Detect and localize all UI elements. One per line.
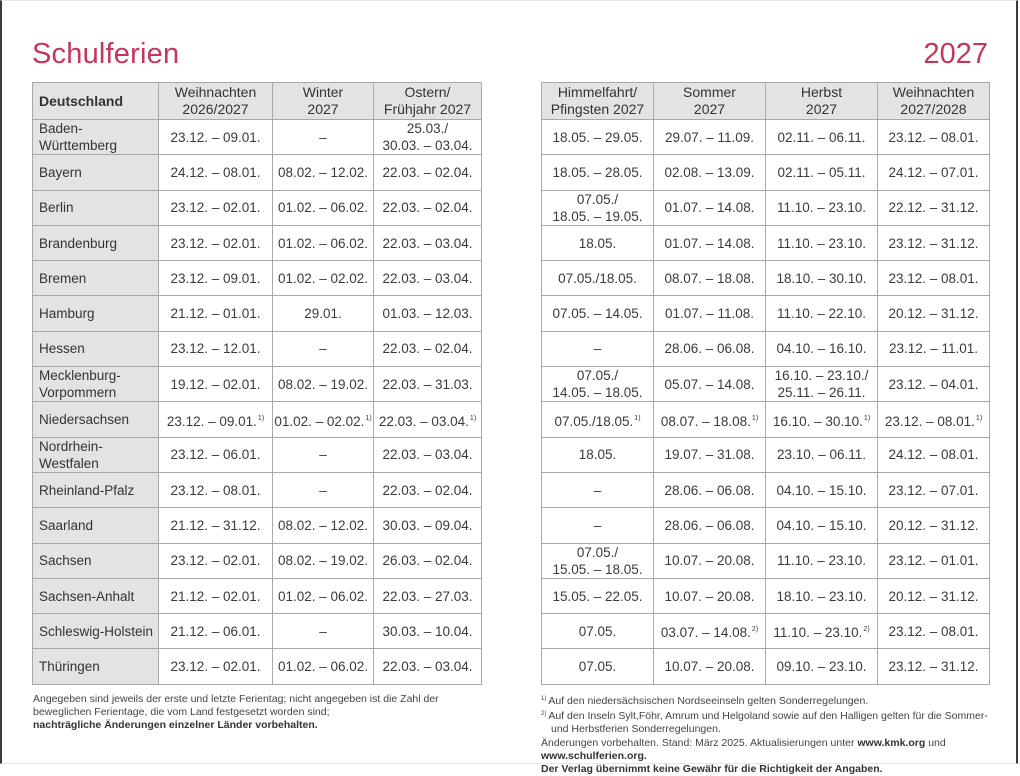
table-header-row bbox=[542, 83, 990, 120]
state-name: Niedersachsen bbox=[33, 402, 159, 437]
date-cell: 23.12. – 31.12. bbox=[878, 649, 990, 684]
date-cell: 02.11. – 05.11. bbox=[766, 155, 878, 190]
note-right bbox=[541, 693, 996, 776]
note-left bbox=[33, 693, 473, 733]
header-easter: Ostern/ Frühjahr 2027 bbox=[374, 83, 482, 120]
date-cell: 07.05./ 18.05. – 19.05. bbox=[542, 190, 654, 225]
date-cell: 23.12. – 02.01. bbox=[159, 190, 273, 225]
date-cell: 22.03. – 03.04.$^{1)}$ bbox=[374, 402, 482, 437]
page-year: 2027 bbox=[923, 38, 988, 70]
date-cell: 08.02. – 12.02. bbox=[273, 155, 374, 190]
date-cell: 01.07. – 14.08. bbox=[654, 225, 766, 260]
date-cell: 07.05. – 14.05. bbox=[542, 296, 654, 331]
note-changes-reserved: nachträgliche Änderungen einzelner Länder vorbehalten. bbox=[33, 719, 318, 732]
header-summer: Sommer 2027 bbox=[654, 83, 766, 120]
state-name: Hamburg bbox=[33, 296, 159, 331]
header-autumn: Herbst 2027 bbox=[766, 83, 878, 120]
table-row bbox=[33, 367, 482, 402]
table-row bbox=[542, 614, 990, 649]
date-cell: 10.07. – 20.08. bbox=[654, 578, 766, 613]
date-cell: 11.10. – 22.10. bbox=[766, 296, 878, 331]
table-row bbox=[542, 120, 990, 155]
page-title: Schulferien bbox=[32, 38, 180, 70]
date-cell: 21.12. – 31.12. bbox=[159, 508, 273, 543]
date-cell: 22.03. – 03.04. bbox=[374, 261, 482, 296]
date-cell: – bbox=[273, 331, 374, 366]
footnote-1: $^{1)}$ Auf den niedersächsischen Nordseeinseln gelten Sonderregelungen. bbox=[541, 695, 869, 707]
date-cell: 07.05./18.05.$^{1)}$ bbox=[542, 402, 654, 437]
table-row bbox=[33, 402, 482, 437]
link-schulferien[interactable]: www.schulferien.org. bbox=[541, 749, 647, 762]
table-row bbox=[542, 331, 990, 366]
date-cell: 08.07. – 18.08.$^{1)}$ bbox=[654, 402, 766, 437]
date-cell: 20.12. – 31.12. bbox=[878, 296, 990, 331]
table-row bbox=[542, 472, 990, 507]
date-cell: 26.03. – 02.04. bbox=[374, 543, 482, 578]
state-name: Rheinland-Pfalz bbox=[33, 472, 159, 507]
date-cell: 21.12. – 01.01. bbox=[159, 296, 273, 331]
date-cell: 23.12. – 04.01. bbox=[878, 367, 990, 402]
date-cell: 03.07. – 14.08.$^{2)}$ bbox=[654, 614, 766, 649]
table-row bbox=[542, 543, 990, 578]
date-cell: 07.05./ 15.05. – 18.05. bbox=[542, 543, 654, 578]
holiday-table-right bbox=[541, 82, 990, 685]
date-cell: 23.10. – 06.11. bbox=[766, 437, 878, 472]
disclaimer: Der Verlag übernimmt keine Gewähr für die Richtigkeit der Angaben. bbox=[541, 763, 883, 776]
date-cell: 08.07. – 18.08. bbox=[654, 261, 766, 296]
date-cell: 23.12. – 08.01.$^{1)}$ bbox=[878, 402, 990, 437]
table-row bbox=[542, 155, 990, 190]
date-cell: 23.12. – 02.01. bbox=[159, 649, 273, 684]
date-cell: 30.03. – 10.04. bbox=[374, 614, 482, 649]
date-cell: – bbox=[273, 472, 374, 507]
date-cell: 10.07. – 20.08. bbox=[654, 649, 766, 684]
state-name: Brandenburg bbox=[33, 225, 159, 260]
table-row bbox=[33, 261, 482, 296]
date-cell: 01.02. – 06.02. bbox=[273, 190, 374, 225]
date-cell: – bbox=[273, 120, 374, 155]
header-ascension-pentecost: Himmelfahrt/ Pfingsten 2027 bbox=[542, 83, 654, 120]
date-cell: 01.02. – 06.02. bbox=[273, 649, 374, 684]
state-name: Saarland bbox=[33, 508, 159, 543]
date-cell: 04.10. – 15.10. bbox=[766, 472, 878, 507]
table-row bbox=[542, 578, 990, 613]
date-cell: 01.02. – 02.02.$^{1)}$ bbox=[273, 402, 374, 437]
note-general: Angegeben sind jeweils der erste und letzte Ferientag; nicht angegeben ist die Zahl der beweglichen Ferientage, die vom Land festgesetzt worden sind; bbox=[33, 693, 439, 719]
date-cell: 23.12. – 08.01. bbox=[878, 120, 990, 155]
footnote-2: $^{2)}$ Auf den Inseln Sylt,Föhr, Amrum und Helgoland sowie auf den Halligen gelten für die Sommer- und Herbstferien Sonderregelungen. bbox=[541, 710, 988, 736]
state-name: Bremen bbox=[33, 261, 159, 296]
date-cell: 24.12. – 07.01. bbox=[878, 155, 990, 190]
date-cell: 07.05. bbox=[542, 614, 654, 649]
date-cell: 01.02. – 06.02. bbox=[273, 225, 374, 260]
state-name: Baden- Württemberg bbox=[33, 120, 159, 155]
date-cell: 22.12. – 31.12. bbox=[878, 190, 990, 225]
date-cell: 18.05. – 28.05. bbox=[542, 155, 654, 190]
date-cell: 08.02. – 12.02. bbox=[273, 508, 374, 543]
date-cell: 23.12. – 31.12. bbox=[878, 225, 990, 260]
table-row bbox=[33, 649, 482, 684]
state-name: Thüringen bbox=[33, 649, 159, 684]
date-cell: 01.03. – 12.03. bbox=[374, 296, 482, 331]
date-cell: 18.10. – 23.10. bbox=[766, 578, 878, 613]
date-cell: – bbox=[542, 472, 654, 507]
date-cell: 28.06. – 06.08. bbox=[654, 331, 766, 366]
state-name: Sachsen-Anhalt bbox=[33, 578, 159, 613]
date-cell: 23.12. – 07.01. bbox=[878, 472, 990, 507]
date-cell: 04.10. – 16.10. bbox=[766, 331, 878, 366]
table-row bbox=[542, 402, 990, 437]
date-cell: 05.07. – 14.08. bbox=[654, 367, 766, 402]
date-cell: 07.05./ 14.05. – 18.05. bbox=[542, 367, 654, 402]
table-row bbox=[542, 437, 990, 472]
table-header-row bbox=[33, 83, 482, 120]
date-cell: 23.12. – 08.01. bbox=[159, 472, 273, 507]
table-row bbox=[542, 367, 990, 402]
state-name: Schleswig-Holstein bbox=[33, 614, 159, 649]
date-cell: 01.07. – 11.08. bbox=[654, 296, 766, 331]
date-cell: 22.03. – 31.03. bbox=[374, 367, 482, 402]
date-cell: 07.05./18.05. bbox=[542, 261, 654, 296]
date-cell: – bbox=[542, 331, 654, 366]
date-cell: 18.05. bbox=[542, 437, 654, 472]
date-cell: 02.08. – 13.09. bbox=[654, 155, 766, 190]
date-cell: – bbox=[542, 508, 654, 543]
date-cell: 10.07. – 20.08. bbox=[654, 543, 766, 578]
table-row bbox=[33, 508, 482, 543]
table-row bbox=[33, 155, 482, 190]
date-cell: 22.03. – 03.04. bbox=[374, 437, 482, 472]
date-cell: 24.12. – 08.01. bbox=[878, 437, 990, 472]
date-cell: 08.02. – 19.02. bbox=[273, 543, 374, 578]
date-cell: 28.06. – 06.08. bbox=[654, 508, 766, 543]
date-cell: 23.12. – 02.01. bbox=[159, 225, 273, 260]
status-note: Änderungen vorbehalten. Stand: März 2025. Aktualisierungen unter www.kmk.org und www.schulferien.org. bbox=[541, 736, 946, 762]
table-row bbox=[542, 225, 990, 260]
date-cell: 11.10. – 23.10.$^{2)}$ bbox=[766, 614, 878, 649]
date-cell: 29.01. bbox=[273, 296, 374, 331]
date-cell: 22.03. – 03.04. bbox=[374, 649, 482, 684]
date-cell: 21.12. – 06.01. bbox=[159, 614, 273, 649]
date-cell: 07.05. bbox=[542, 649, 654, 684]
date-cell: 16.10. – 30.10.$^{1)}$ bbox=[766, 402, 878, 437]
date-cell: 23.12. – 09.01. bbox=[159, 261, 273, 296]
table-row bbox=[542, 296, 990, 331]
date-cell: 23.12. – 02.01. bbox=[159, 543, 273, 578]
date-cell: 23.12. – 11.01. bbox=[878, 331, 990, 366]
date-cell: 01.02. – 06.02. bbox=[273, 578, 374, 613]
header-christmas: Weihnachten 2026/2027 bbox=[159, 83, 273, 120]
date-cell: 11.10. – 23.10. bbox=[766, 225, 878, 260]
table-row bbox=[33, 437, 482, 472]
date-cell: 30.03. – 09.04. bbox=[374, 508, 482, 543]
date-cell: 23.12. – 09.01.$^{1)}$ bbox=[159, 402, 273, 437]
table-row bbox=[33, 190, 482, 225]
date-cell: 28.06. – 06.08. bbox=[654, 472, 766, 507]
date-cell: – bbox=[273, 614, 374, 649]
table-row bbox=[33, 331, 482, 366]
date-cell: 18.05. bbox=[542, 225, 654, 260]
link-kmk[interactable]: www.kmk.org bbox=[857, 736, 926, 749]
table-row bbox=[33, 472, 482, 507]
header-christmas-next: Weihnachten 2027/2028 bbox=[878, 83, 990, 120]
holiday-table-left bbox=[32, 82, 482, 685]
table-row bbox=[33, 120, 482, 155]
date-cell: 29.07. – 11.09. bbox=[654, 120, 766, 155]
date-cell: 09.10. – 23.10. bbox=[766, 649, 878, 684]
date-cell: 22.03. – 27.03. bbox=[374, 578, 482, 613]
date-cell: 16.10. – 23.10./ 25.11. – 26.11. bbox=[766, 367, 878, 402]
date-cell: 22.03. – 02.04. bbox=[374, 331, 482, 366]
date-cell: 22.03. – 03.04. bbox=[374, 225, 482, 260]
date-cell: 20.12. – 31.12. bbox=[878, 578, 990, 613]
date-cell: 15.05. – 22.05. bbox=[542, 578, 654, 613]
table-row bbox=[33, 578, 482, 613]
date-cell: 22.03. – 02.04. bbox=[374, 155, 482, 190]
table-row bbox=[542, 261, 990, 296]
date-cell: 21.12. – 02.01. bbox=[159, 578, 273, 613]
date-cell: 19.07. – 31.08. bbox=[654, 437, 766, 472]
date-cell: 11.10. – 23.10. bbox=[766, 190, 878, 225]
date-cell: 18.10. – 30.10. bbox=[766, 261, 878, 296]
state-name: Berlin bbox=[33, 190, 159, 225]
date-cell: 23.12. – 06.01. bbox=[159, 437, 273, 472]
date-cell: 22.03. – 02.04. bbox=[374, 472, 482, 507]
table-row bbox=[33, 225, 482, 260]
table-row bbox=[542, 508, 990, 543]
state-name: Nordrhein- Westfalen bbox=[33, 437, 159, 472]
table-row bbox=[33, 614, 482, 649]
date-cell: 23.12. – 01.01. bbox=[878, 543, 990, 578]
table-row bbox=[542, 649, 990, 684]
state-name: Hessen bbox=[33, 331, 159, 366]
state-name: Mecklenburg- Vorpommern bbox=[33, 367, 159, 402]
date-cell: 04.10. – 15.10. bbox=[766, 508, 878, 543]
date-cell: 23.12. – 09.01. bbox=[159, 120, 273, 155]
date-cell: 01.02. – 02.02. bbox=[273, 261, 374, 296]
date-cell: 23.12. – 08.01. bbox=[878, 614, 990, 649]
date-cell: 01.07. – 14.08. bbox=[654, 190, 766, 225]
header-winter: Winter 2027 bbox=[273, 83, 374, 120]
date-cell: 23.12. – 12.01. bbox=[159, 331, 273, 366]
table-row bbox=[33, 296, 482, 331]
date-cell: 25.03./ 30.03. – 03.04. bbox=[374, 120, 482, 155]
table-row bbox=[33, 543, 482, 578]
date-cell: 23.12. – 08.01. bbox=[878, 261, 990, 296]
header-country: Deutschland bbox=[33, 83, 159, 120]
table-row bbox=[542, 190, 990, 225]
date-cell: 02.11. – 06.11. bbox=[766, 120, 878, 155]
date-cell: 24.12. – 08.01. bbox=[159, 155, 273, 190]
date-cell: 11.10. – 23.10. bbox=[766, 543, 878, 578]
date-cell: 18.05. – 29.05. bbox=[542, 120, 654, 155]
date-cell: 08.02. – 19.02. bbox=[273, 367, 374, 402]
date-cell: 19.12. – 02.01. bbox=[159, 367, 273, 402]
date-cell: – bbox=[273, 437, 374, 472]
state-name: Bayern bbox=[33, 155, 159, 190]
date-cell: 20.12. – 31.12. bbox=[878, 508, 990, 543]
date-cell: 22.03. – 02.04. bbox=[374, 190, 482, 225]
state-name: Sachsen bbox=[33, 543, 159, 578]
